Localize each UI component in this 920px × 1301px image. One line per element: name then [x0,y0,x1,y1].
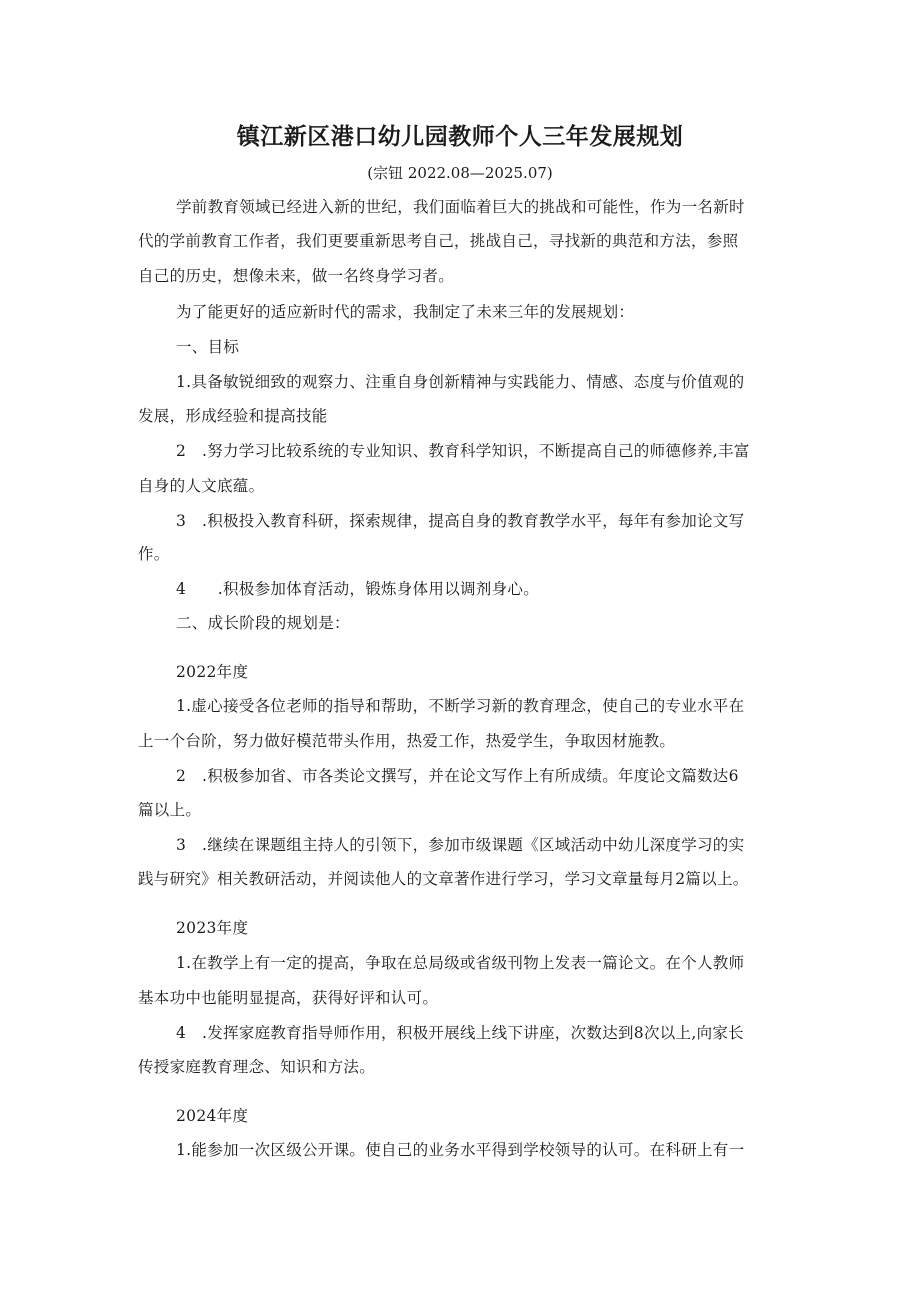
list-item-line: 1.虚心接受各位老师的指导和帮助，不断学习新的教育理念，使自己的专业水平在 [176,697,745,715]
year-heading: 2024年度 [176,1107,249,1125]
document-subtitle: (宗钮 2022.08—2025.07) [367,164,553,182]
list-item-line: 上一个台阶，努力做好模范带头作用，热爱工作，热爱学生，争取因材施教。 [138,732,676,750]
list-item-line: 传授家庭教育理念、知识和方法。 [138,1058,376,1076]
list-item-line: 自身的人文底蕴。 [138,477,265,495]
paragraph-line: 代的学前教育工作者，我们更要重新思考自己，挑战自己，寻找新的典范和方法，参照 [138,232,739,250]
document-title: 镇江新区港口幼儿园教师个人三年发展规划 [236,124,684,150]
year-heading: 2023年度 [176,919,249,937]
list-item-line: 发展，形成经验和提高技能 [138,407,328,425]
list-item-line: 1.具备敏锐细致的观察力、注重自身创新精神与实践能力、情感、态度与价值观的 [176,373,745,391]
year-heading: 2022年度 [176,663,249,681]
list-item-line: 2 .努力学习比较系统的专业知识、教育科学知识，不断提高自己的师德修养,丰富 [176,442,750,460]
list-item-line: 4 .积极参加体育活动，锻炼身体用以调剂身心。 [176,580,539,598]
list-item-line: 2 .积极参加省、市各类论文撰写，并在论文写作上有所成绩。年度论文篇数达6 [176,767,739,785]
paragraph-line: 自己的历史，想像未来，做一名终身学习者。 [138,267,455,285]
list-item-line: 基本功中也能明显提高，获得好评和认可。 [138,989,439,1007]
list-item-line: 篇以上。 [138,801,202,819]
list-item-line: 3 .继续在课题组主持人的引领下，参加市级课题《区域活动中幼儿深度学习的实 [176,836,745,854]
list-item-line: 1.在教学上有一定的提高，争取在总局级或省级刊物上发表一篇论文。在个人教师 [176,954,745,972]
section-heading: 二、成长阶段的规划是： [176,614,350,632]
list-item-line: 1.能参加一次区级公开课。使自己的业务水平得到学校领导的认可。在科研上有一 [176,1141,745,1159]
list-item-line: 践与研究》相关教研活动，并阅读他人的文章著作进行学习，学习文章量每月2篇以上。 [138,870,749,888]
list-item-line: 3 .积极投入教育科研，探索规律，提高自身的教育教学水平，每年有参加论文写 [176,512,745,530]
paragraph-line: 学前教育领域已经进入新的世纪，我们面临着巨大的挑战和可能性，作为一名新时 [176,198,745,216]
paragraph-line: 为了能更好的适应新时代的需求，我制定了未来三年的发展规划： [176,303,635,321]
list-item-line: 作。 [138,545,170,563]
list-item-line: 4 .发挥家庭教育指导师作用，积极开展线上线下讲座，次数达到8次以上,向家长 [176,1024,744,1042]
section-heading: 一、目标 [176,338,240,356]
